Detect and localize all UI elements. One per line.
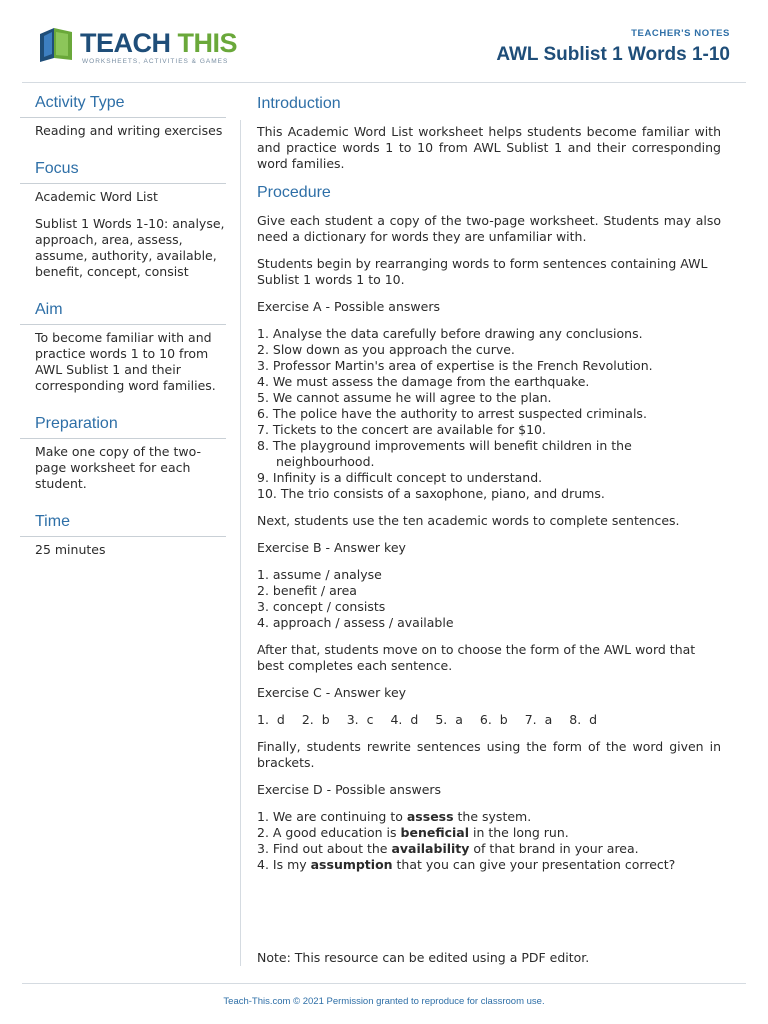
editor-note: Note: This resource can be edited using a PDF editor. — [257, 950, 590, 965]
aim-text: To become familiar with and practice words 1 to 10 from AWL Sublist 1 and their corresponding word families. — [35, 330, 216, 393]
teach-this-logo — [36, 24, 236, 70]
time-section — [20, 513, 226, 558]
exercise-d-list — [257, 809, 721, 873]
aim-section — [20, 301, 226, 394]
answer-item: 6. b — [479, 712, 508, 727]
list-item: 1. assume / analyse — [257, 567, 382, 582]
list-item: 3. Professor Martin's area of expertise is the French Revolution. — [257, 358, 653, 373]
procedure-paragraph-3: Next, students use the ten academic words to complete sentences. — [257, 513, 680, 528]
list-item: 8. The playground improvements will benefit children in the neighbourhood. — [257, 438, 632, 469]
answer-item: 5. a — [435, 712, 463, 727]
time-heading: Time — [20, 513, 226, 537]
introduction-text: This Academic Word List worksheet helps students become familiar with and practice words 1 to 10 from AWL Sublist 1 and their corresponding word families. — [257, 124, 721, 171]
preparation-text: Make one copy of the two-page worksheet for each student. — [35, 444, 201, 491]
focus-section — [20, 160, 226, 280]
list-item: 3. Find out about the availability of that brand in your area. — [257, 841, 639, 856]
exercise-d-label: Exercise D - Possible answers — [257, 782, 442, 797]
time-text: 25 minutes — [35, 542, 106, 557]
list-item: 9. Infinity is a difficult concept to understand. — [257, 470, 543, 485]
preparation-section — [20, 415, 226, 492]
procedure-heading: Procedure — [257, 184, 331, 201]
list-item: 7. Tickets to the concert are available for $10. — [257, 422, 546, 437]
procedure-paragraph-4: After that, students move on to choose the form of the AWL word that best completes each sentence. — [257, 642, 696, 673]
list-item: 2. A good education is beneficial in the long run. — [257, 825, 569, 840]
activity-type-section — [20, 94, 226, 139]
answer-item: 1. d — [257, 712, 285, 727]
answer-item: 7. a — [524, 712, 553, 727]
aim-heading: Aim — [20, 301, 226, 325]
list-item: 4. Is my assumption that you can give your presentation correct? — [257, 857, 676, 872]
focus-text-2: Sublist 1 Words 1-10: analyse, approach, area, assess, assume, authority, available, benefit, concept, consist — [35, 216, 225, 279]
list-item: 2. Slow down as you approach the curve. — [257, 342, 515, 357]
exercise-a-list — [257, 326, 721, 502]
list-item: 3. concept / consists — [257, 599, 386, 614]
answer-item: 8. d — [569, 712, 598, 727]
procedure-paragraph-2: Students begin by rearranging words to form sentences containing AWL Sublist 1 words 1 to 10. — [257, 256, 708, 287]
page-header — [0, 0, 768, 82]
list-item: 2. benefit / area — [257, 583, 357, 598]
list-item: 5. We cannot assume he will agree to the plan. — [257, 390, 552, 405]
activity-type-text: Reading and writing exercises — [35, 123, 223, 138]
logo-tagline: WORKSHEETS, ACTIVITIES & GAMES — [82, 58, 229, 65]
answer-item: 2. b — [301, 712, 330, 727]
list-item: 4. We must assess the damage from the earthquake. — [257, 374, 590, 389]
exercise-c-answers — [257, 712, 721, 728]
book-icon — [36, 24, 76, 64]
footer-copyright: Teach-This.com © 2021 Permission granted to reproduce for classroom use. — [223, 996, 545, 1007]
procedure-paragraph-5: Finally, students rewrite sentences using the form of the word given in brackets. — [257, 739, 721, 770]
focus-text-1: Academic Word List — [35, 189, 158, 204]
answer-item: 3. c — [346, 712, 374, 727]
exercise-b-list — [257, 567, 721, 631]
sidebar — [20, 94, 226, 579]
column-divider — [240, 120, 241, 966]
list-item: 4. approach / assess / available — [257, 615, 454, 630]
logo-wordmark: TEACH THIS — [80, 28, 238, 58]
focus-text — [20, 184, 226, 280]
document-title: AWL Sublist 1 Words 1-10 — [496, 44, 730, 65]
exercise-b-label: Exercise B - Answer key — [257, 540, 406, 555]
introduction-heading: Introduction — [257, 95, 341, 112]
procedure-paragraph-1: Give each student a copy of the two-page worksheet. Students may also need a dictionary for words they are unfamiliar with. — [257, 213, 721, 244]
list-item: 1. Analyse the data carefully before drawing any conclusions. — [257, 326, 643, 341]
teachers-notes-label: TEACHER'S NOTES — [631, 28, 730, 39]
list-item: 10. The trio consists of a saxophone, piano, and drums. — [257, 486, 605, 501]
exercise-c-label: Exercise C - Answer key — [257, 685, 407, 700]
preparation-heading: Preparation — [20, 415, 226, 439]
header-divider — [22, 82, 746, 83]
main-content — [257, 94, 721, 884]
activity-type-heading: Activity Type — [20, 94, 226, 118]
exercise-a-label: Exercise A - Possible answers — [257, 299, 440, 314]
list-item: 6. The police have the authority to arrest suspected criminals. — [257, 406, 647, 421]
answer-item: 4. d — [390, 712, 419, 727]
footer-divider — [22, 983, 746, 984]
focus-heading: Focus — [20, 160, 226, 184]
list-item: 1. We are continuing to assess the system. — [257, 809, 532, 824]
